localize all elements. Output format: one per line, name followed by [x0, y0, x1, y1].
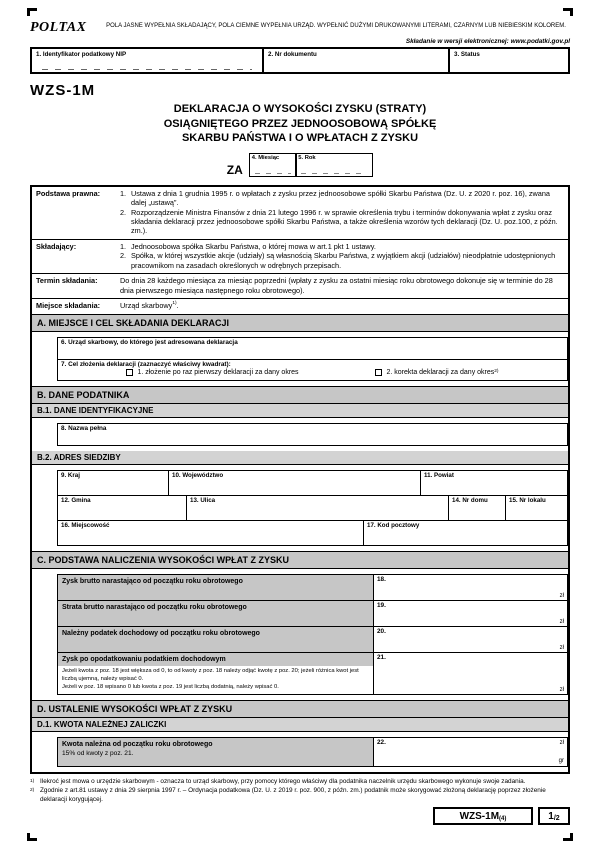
row-20-unit: zł — [559, 644, 564, 651]
section-d1-rows — [57, 737, 568, 767]
section-a-header: A. MIEJSCE I CEL SKŁADANIA DEKLARACJI — [32, 314, 568, 332]
field-9-input[interactable] — [61, 479, 165, 491]
row-19-label: Strata brutto narastająco od początku roku obrotowego — [58, 601, 373, 626]
legal-basis-label: Podstawa prawna: — [36, 188, 101, 198]
section-b2-header: B.2. ADRES SIEDZIBY — [32, 451, 568, 465]
footnote-1-text: Ilekroć jest mowa o urzędzie skarbowym - oznacza to urząd skarbowy, przy pomocy którego właściwy dla podatnika naczelnik urzędu skarbowego wykonuje swoje zadania. — [40, 778, 526, 786]
row-18-gross-profit — [57, 574, 568, 601]
deadline-label: Termin składania: — [36, 276, 98, 286]
footnote-2 — [30, 787, 570, 805]
row-18-unit: zł — [559, 592, 564, 599]
nip-label: 1. Identyfikator podatkowy NIP — [36, 51, 127, 58]
row-22-sublabel: 15% od kwoty z poz. 21. — [62, 750, 134, 758]
identification-row — [30, 47, 570, 74]
first-filing-checkbox[interactable] — [126, 369, 133, 376]
row-21-unit: zł — [559, 687, 564, 694]
legal-row-miejsce — [32, 299, 568, 313]
field-11-input[interactable] — [424, 479, 564, 491]
first-filing-label: 1. złożenie po raz pierwszy deklaracji za dany okres — [137, 368, 299, 376]
amount-input-18[interactable] — [374, 575, 567, 600]
row-20-label: Należny podatek dochodowy od początku roku obrotowego — [58, 627, 373, 652]
year-field — [295, 153, 373, 177]
page-total: /2 — [553, 814, 560, 822]
row-21-note-2: Jeżeli w poz. 18 wpisano 0 lub kwota z poz. 19 jest liczbą dodatnią, należy wpisać 0. — [62, 683, 279, 690]
page-header — [30, 20, 570, 36]
row-22-advance-due — [57, 737, 568, 767]
row-19-gross-loss — [57, 600, 568, 627]
row-21-note-1: Jeżeli kwota z poz. 18 jest większa od 0, to od kwoty z poz. 18 należy odjąć kwotę z poz. 20; jeżeli różnica kwot jest liczbą ujemną, należy wpisać 0. — [62, 667, 359, 682]
form-title-line-3: SKARBU PAŃSTWA I O WPŁATACH Z ZYSKU — [181, 132, 419, 145]
year-input[interactable] — [301, 162, 367, 174]
row-18-number: 18. — [377, 575, 386, 583]
section-b1-header: B.1. DANE IDENTYFIKACYJNE — [32, 404, 568, 418]
row-22-unit-zl: zł — [559, 740, 564, 747]
document-number-field — [264, 49, 450, 72]
field-10-voivodeship: 10. Województwo — [168, 471, 420, 495]
legal-basis-section — [32, 187, 568, 314]
field-11-county: 11. Powiat — [420, 471, 567, 495]
amount-input-21[interactable] — [374, 653, 567, 694]
amount-input-19[interactable] — [374, 601, 567, 626]
year-label: 5. Rok — [298, 154, 316, 161]
month-input[interactable] — [255, 162, 291, 174]
footnote-1 — [30, 778, 570, 787]
electronic-filing-note: Składanie w wersji elektronicznej: www.podatki.gov.pl — [405, 38, 570, 45]
footnote-2-marker: 2) — [30, 788, 35, 794]
field-12-input[interactable] — [61, 504, 183, 516]
page-number-box — [538, 807, 570, 825]
status-label: 3. Status — [454, 51, 480, 58]
row-19-number: 19. — [377, 601, 386, 609]
legal-row-skladajacy — [32, 240, 568, 274]
page-number: 1 — [548, 810, 554, 822]
row-22-number: 22. — [377, 739, 386, 747]
legal-basis-item: 1. Ustawa z dnia 1 grudnia 1995 r. o wpłatach z zysku przez jednoosobowe spółki Skarbu Państwa (Dz. U. z 2020 r. poz. 16), zwana dalej „ustawą”. — [120, 188, 550, 208]
nip-input[interactable] — [42, 61, 252, 70]
filer-item: 1. Jednoosobowa spółka Skarbu Państwa, o której mowa w art.1 pkt 1 ustawy. — [120, 241, 376, 251]
row-18-label: Zysk brutto narastająco od początku roku obrotowego — [58, 575, 373, 600]
filing-place-label: Miejsce składania: — [36, 301, 101, 311]
form-body — [30, 185, 570, 775]
footnotes — [30, 778, 570, 805]
footnote-1-marker: 1) — [30, 779, 35, 785]
row-21-profit-after-tax — [57, 652, 568, 695]
document-number-label: 2. Nr dokumentu — [268, 51, 317, 58]
field-7-label: 7. Cel złożenia deklaracji (zaznaczyć właściwy kwadrat): — [61, 360, 231, 368]
field-6-input[interactable] — [58, 346, 567, 359]
field-12-commune: 12. Gmina — [58, 496, 186, 520]
field-7-filing-purpose — [57, 359, 568, 381]
filling-instructions-notice: POLA JASNE WYPEŁNIA SKŁADAJĄCY, POLA CIEMNE WYPEŁNIA URZĄD. WYPEŁNIĆ DUŻYMI DRUKOWANYMI LITERAMI, CZARNYM LUB NIEBIESKIM KOLOREM. — [106, 23, 566, 29]
section-b-header: B. DANE PODATNIKA — [32, 386, 568, 404]
field-8-full-name — [57, 423, 568, 446]
section-c-rows — [57, 574, 568, 695]
field-16-city: 16. Miejscowość — [58, 521, 363, 545]
correction-label: 2. korekta deklaracji za dany okres$^{2)}$ — [386, 368, 499, 376]
legal-row-termin — [32, 274, 568, 299]
deadline-text: Do dnia 28 każdego miesiąca za miesiąc poprzedni (wpłaty z zysku za ostatni miesiąc roku obrotowego dokonuje się w terminie do 28 dnia pierwszego miesiąca następnego roku obrotowego). — [120, 276, 553, 295]
field-10-input[interactable] — [172, 479, 417, 491]
amount-input-22[interactable] — [374, 738, 567, 766]
form-code: WZS-1M — [30, 82, 96, 99]
footnote-ref-2: 2) — [494, 368, 499, 374]
row-21-number: 21. — [377, 653, 386, 661]
form-title — [30, 102, 570, 146]
poltax-logo: POLTAX — [30, 20, 87, 35]
address-grid — [57, 470, 568, 546]
section-b2-fields — [57, 470, 568, 546]
filer-label: Składający: — [36, 241, 77, 251]
field-13-input[interactable] — [190, 504, 445, 516]
field-14-input[interactable] — [452, 504, 502, 516]
filing-place-text: Urząd skarbowy$^{1)}$. — [120, 301, 179, 311]
legal-row-podstawa-prawna — [32, 187, 568, 240]
status-field — [450, 49, 568, 72]
row-22-unit-gr: gr — [558, 758, 564, 765]
field-8-label: 8. Nazwa pełna — [61, 424, 107, 432]
correction-checkbox[interactable] — [375, 369, 382, 376]
month-label: 4. Miesiąc — [251, 154, 280, 161]
period-row — [30, 153, 570, 177]
row-19-unit: zł — [559, 618, 564, 625]
legal-basis-item: 2. Rozporządzenie Ministra Finansów z dnia 21 lutego 1996 r. w sprawie określenia trybu i terminów dokonywania wpłat z zysku oraz składania deklaracji przez jednoosobowe spółki Skarbu Państwa, a także określenia wzorów tych deklaracji (Dz. U. poz.100, z późn. zm.). — [120, 207, 558, 236]
section-a-fields — [57, 337, 568, 381]
field-16-input[interactable] — [61, 529, 360, 541]
amount-input-20[interactable] — [374, 627, 567, 652]
filer-item: 2. Spółka, w której wszystkie akcje (udziały) są własnością Skarbu Państwa, z wyjątkiem akcji (udziałów) nieodpłatnie udostępnionych pracownikom na zasadach określonych w odrębnych przepisach. — [120, 251, 556, 270]
form-title-line-2: OSIĄGNIĘTEGO PRZEZ JEDNOOSOBOWĄ SPÓŁKĘ — [163, 117, 437, 130]
row-21-label: Zysk po opodatkowaniu podatkiem dochodowym — [58, 653, 373, 666]
form-title-line-1: DEKLARACJA O WYSOKOŚCI ZYSKU (STRATY) — [173, 103, 427, 115]
row-22-label: Kwota należna od początku roku obrotowego 15% od kwoty z poz. 21. — [58, 738, 373, 766]
field-15-input[interactable] — [509, 504, 564, 516]
field-6-label: 6. Urząd skarbowy, do którego jest adresowana deklaracja — [61, 338, 238, 346]
section-c-header: C. PODSTAWA NALICZENIA WYSOKOŚCI WPŁAT Z ZYSKU — [32, 551, 568, 569]
nip-field — [32, 49, 264, 72]
row-21-notes — [58, 666, 373, 694]
month-field — [249, 153, 297, 177]
section-d1-header: D.1. KWOTA NALEŻNEJ ZALICZKI — [32, 718, 568, 732]
row-20-number: 20. — [377, 627, 386, 635]
footnote-ref-1: 1) — [172, 301, 177, 307]
field-13-street: 13. Ulica — [186, 496, 448, 520]
field-15-flat-number: 15. Nr lokalu — [505, 496, 567, 520]
field-14-house-number: 14. Nr domu — [448, 496, 505, 520]
section-d-header: D. USTALENIE WYSOKOŚCI WPŁAT Z ZYSKU — [32, 700, 568, 718]
footnote-2-text: Zgodnie z art.81 ustawy z dnia 29 sierpnia 1997 r. – Ordynacja podatkowa (Dz. U. z 2019 r. poz. 900, z późn. zm.) podatnik może skorygować złożoną deklarację poprzez złożenie deklaracji korygującej. — [40, 787, 546, 804]
footer-form-code: WZS-1M (4) — [433, 807, 533, 825]
field-6-tax-office — [57, 337, 568, 360]
option-correction — [375, 369, 498, 376]
field-8-input[interactable] — [58, 432, 567, 445]
za-label: ZA — [226, 162, 243, 177]
section-b1-fields — [57, 423, 568, 446]
row-20-income-tax — [57, 626, 568, 653]
footer-form-version: (4) — [499, 815, 507, 822]
field-9-country: 9. Kraj — [58, 471, 168, 495]
option-first-filing — [126, 369, 298, 376]
field-17-postal-code: 17. Kod pocztowy — [363, 521, 567, 545]
field-17-input[interactable] — [367, 529, 564, 541]
page-footer — [30, 807, 570, 825]
